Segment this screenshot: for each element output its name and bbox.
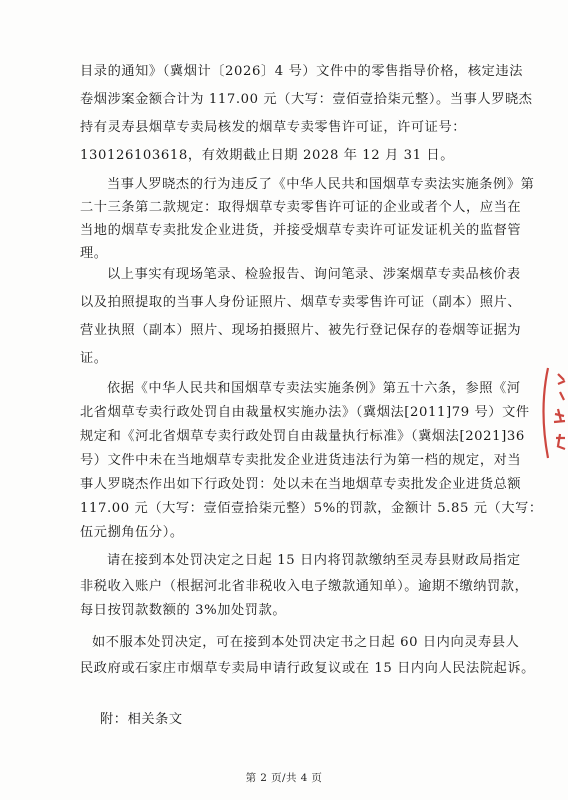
body-line: 持有灵寿县烟草专卖局核发的烟草专卖零售许可证，许可证号： [80,120,467,135]
body-line: 依据《中华人民共和国烟草专卖法实施条例》第五十六条，参照《河 [107,381,521,396]
body-line: 当地的烟草专卖批发企业进货，并接受烟草专卖许可证发证机关的监督管 [80,223,522,238]
body-line: 以及拍照提取的当事人身份证照片、烟草专卖零售许可证（副本）照片、 [80,295,522,310]
body-line: 规定和《河北省烟草专卖行政处罚自由裁量执行标准》（冀烟法[2021]36 [80,429,525,444]
body-line: 证。 [80,351,108,366]
body-line: 号）文件中未在当地烟草专卖批发企业进货违法行为第一档的规定，对当 [80,453,522,468]
body-line: 事人罗晓杰作出如下行政处罚：处以未在当地烟草专卖批发企业进货总额 [80,477,522,492]
page-number: 第 2 页/共 4 页 [245,772,323,784]
body-line: 营业执照（副本）照片、现场拍摄照片、被先行登记保存的卷烟等证据为 [80,323,522,338]
body-line: 卷烟涉案金额合计为 117.00 元（大写：壹佰壹拾柒元整）。当事人罗晓杰 [80,92,533,107]
attachment-note: 附：相关条文 [100,712,183,727]
body-line: 二十三条第二款规定：取得烟草专卖零售许可证的企业或者个人，应当在 [80,200,522,215]
body-line: 请在接到本处罚决定之日起 15 日内将罚款缴纳至灵寿县财政局指定 [107,553,521,568]
body-line: 117.00 元（大写：壹佰壹拾柒元整）5%的罚款，金额计 5.85 元（大写： [80,501,543,516]
body-line: 非税收入账户（根据河北省非税收入电子缴款通知单）。逾期不缴纳罚款， [80,579,529,594]
body-line: 以上事实有现场笔录、检验报告、询问笔录、涉案烟草专卖品核价表 [107,267,521,282]
body-line: 民政府或石家庄市烟草专卖局申请行政复议或在 15 日内向人民法院起诉。 [80,661,535,676]
body-line: 伍元捌角伍分）。 [80,525,184,540]
body-line: 当事人罗晓杰的行为违反了《中华人民共和国烟草专卖法实施条例》第 [107,177,535,192]
body-line: 北省烟草专卖行政处罚自由裁量权实施办法》（冀烟法[2011]79 号）文件 [80,405,530,420]
body-line: 如不服本处罚决定，可在接到本处罚决定书之日起 60 日内向灵寿县人 [92,635,520,650]
body-line: 目录的通知》（冀烟计〔2026〕4 号）文件中的零售指导价格，核定违法 [80,64,523,79]
body-line: 理。 [80,246,108,261]
body-line: 每日按罚款数额的 3%加处罚款。 [80,603,287,618]
official-seal-fragment [536,362,568,464]
body-line: 130126103618，有效期截止日期 2028 年 12 月 31 日。 [80,148,455,163]
